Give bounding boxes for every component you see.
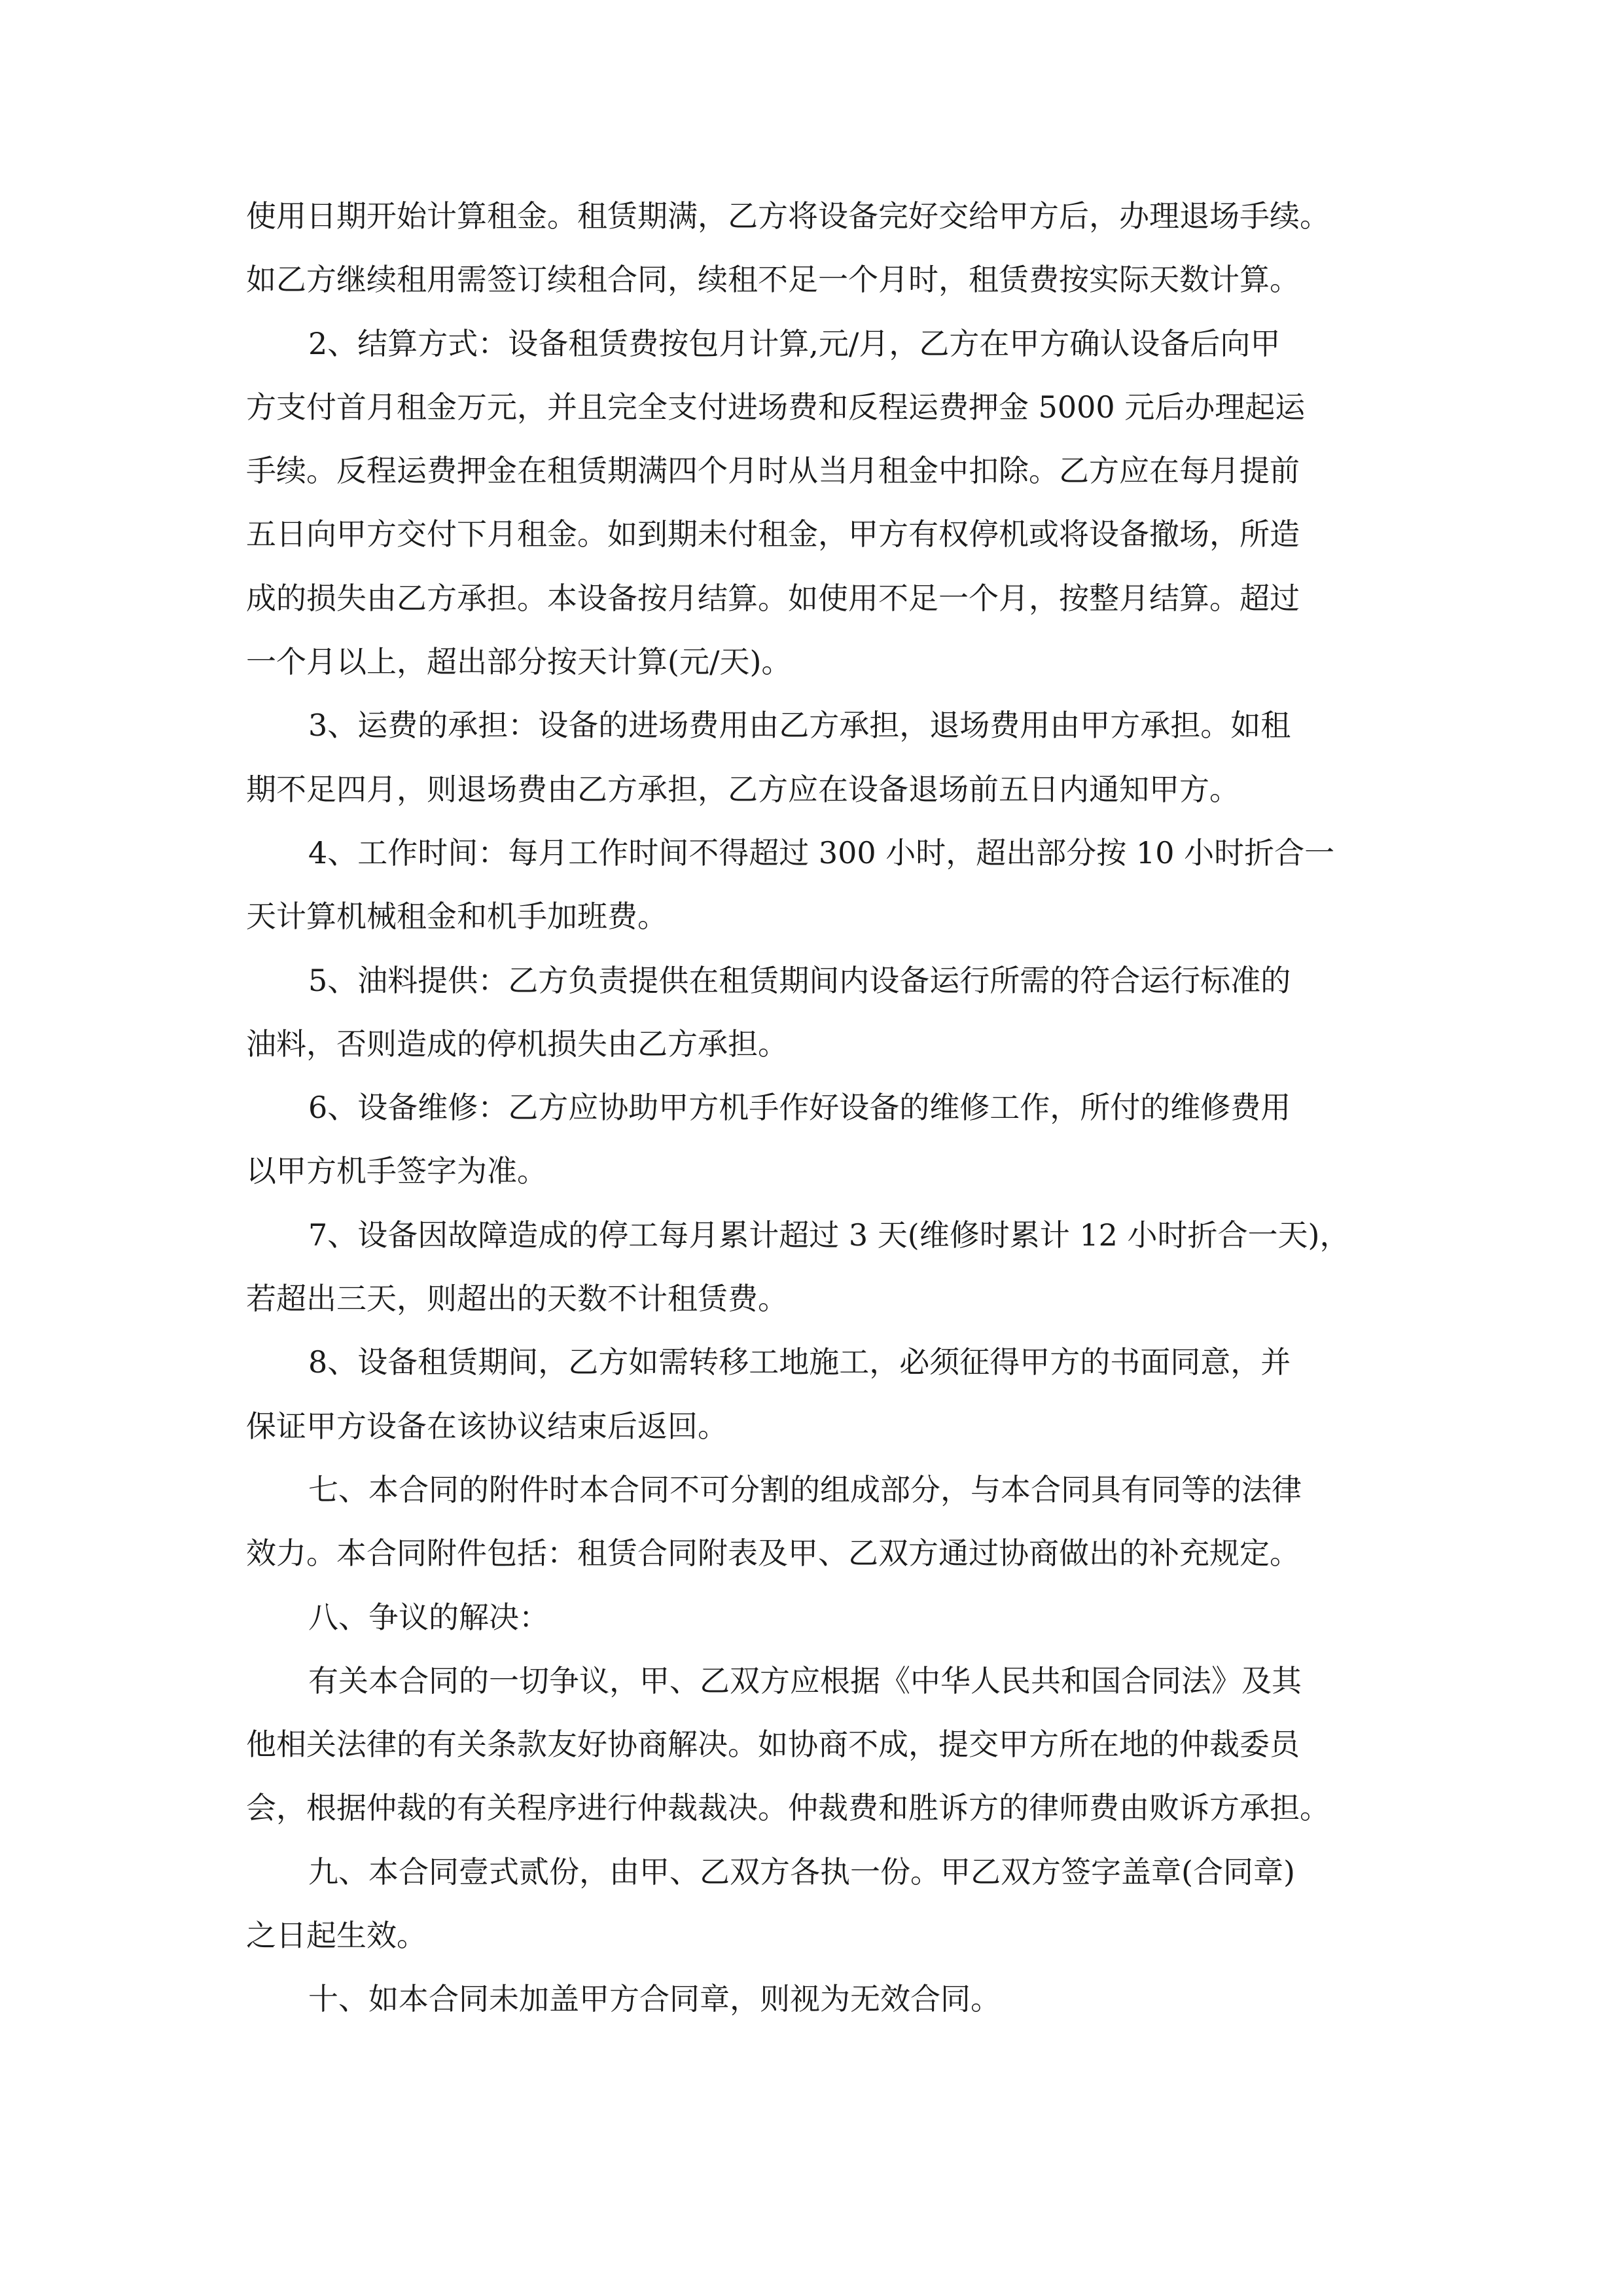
text-line: 八、争议的解决： — [308, 1599, 549, 1635]
text-line: 4、工作时间：每月工作时间不得超过 300 小时，超出部分按 10 小时折合一 — [308, 834, 1335, 870]
text-line: 5、油料提供：乙方负责提供在租赁期间内设备运行所需的符合运行标准的 — [308, 962, 1291, 998]
text-line: 一个月以上，超出部分按天计算(元/天)。 — [246, 644, 792, 680]
text-line: 7、设备因故障造成的停工每月累计超过 3 天(维修时累计 12 小时折合一天)， — [308, 1217, 1350, 1253]
text-line: 十、如本合同未加盖甲方合同章，则视为无效合同。 — [308, 1981, 1001, 2017]
text-line: 6、设备维修：乙方应协助甲方机手作好设备的维修工作，所付的维修费用 — [308, 1090, 1291, 1126]
text-line: 九、本合同壹式贰份，由甲、乙双方各执一份。甲乙双方签字盖章(合同章) — [308, 1854, 1295, 1890]
text-line: 方支付首月租金万元，并且完全支付进场费和反程运费押金 5000 元后办理起运 — [246, 389, 1306, 425]
text-line: 效力。本合同附件包括：租赁合同附表及甲、乙双方通过协商做出的补充规定。 — [246, 1535, 1300, 1571]
text-line: 以甲方机手签字为准。 — [246, 1153, 547, 1189]
text-line: 使用日期开始计算租金。租赁期满，乙方将设备完好交给甲方后，办理退场手续。 — [246, 198, 1330, 234]
text-line: 七、本合同的附件时本合同不可分割的组成部分，与本合同具有同等的法律 — [308, 1471, 1302, 1507]
text-line: 五日向甲方交付下月租金。如到期未付租金，甲方有权停机或将设备撤场，所造 — [246, 516, 1300, 552]
text-line: 期不足四月，则退场费由乙方承担，乙方应在设备退场前五日内通知甲方。 — [246, 771, 1240, 807]
text-line: 如乙方继续租用需签订续租合同，续租不足一个月时，租赁费按实际天数计算。 — [246, 262, 1300, 298]
text-line: 手续。反程运费押金在租赁期满四个月时从当月租金中扣除。乙方应在每月提前 — [246, 453, 1300, 489]
text-line: 8、设备租赁期间，乙方如需转移工地施工，必须征得甲方的书面同意，并 — [308, 1344, 1291, 1380]
text-line: 之日起生效。 — [246, 1918, 427, 1954]
text-line: 油料，否则造成的停机损失由乙方承担。 — [246, 1026, 788, 1062]
text-line: 2、结算方式：设备租赁费按包月计算,元/月，乙方在甲方确认设备后向甲 — [308, 325, 1281, 361]
document-body — [246, 185, 1424, 2032]
text-line: 保证甲方设备在该协议结束后返回。 — [246, 1408, 728, 1444]
text-line: 若超出三天，则超出的天数不计租赁费。 — [246, 1281, 788, 1317]
text-line: 会，根据仲裁的有关程序进行仲裁裁决。仲裁费和胜诉方的律师费由败诉方承担。 — [246, 1790, 1330, 1826]
text-line: 天计算机械租金和机手加班费。 — [246, 899, 668, 935]
text-line: 有关本合同的一切争议，甲、乙双方应根据《中华人民共和国合同法》及其 — [308, 1662, 1302, 1698]
text-line: 他相关法律的有关条款友好协商解决。如协商不成，提交甲方所在地的仲裁委员 — [246, 1727, 1300, 1763]
text-line: 3、运费的承担：设备的进场费用由乙方承担，退场费用由甲方承担。如租 — [308, 708, 1291, 744]
text-line: 成的损失由乙方承担。本设备按月结算。如使用不足一个月，按整月结算。超过 — [246, 580, 1300, 616]
